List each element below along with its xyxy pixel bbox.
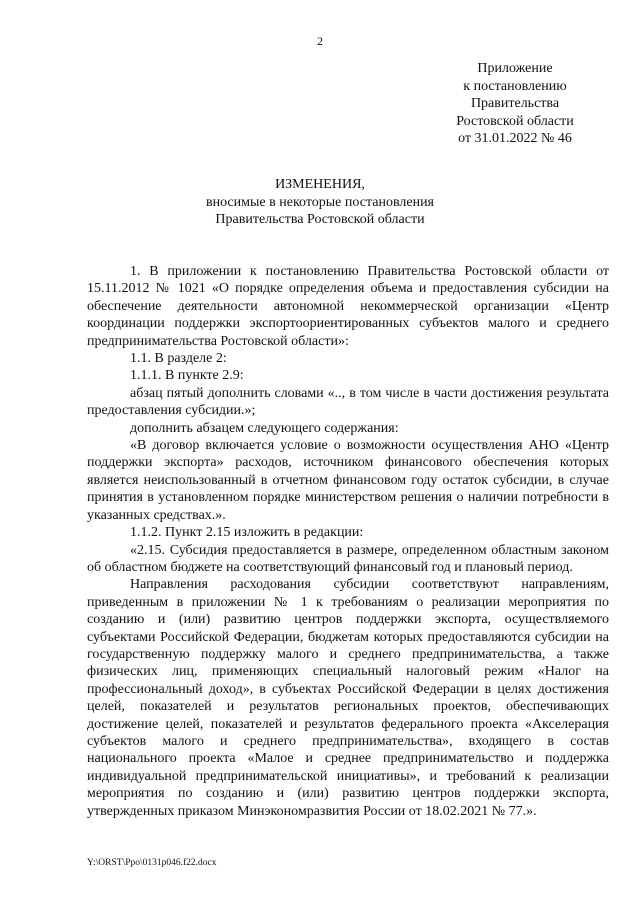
appendix-block — [430, 60, 600, 148]
paragraph: абзац пятый дополнить словами «.., в том числе в части достижения результата предоставления субсидии.»; — [87, 385, 609, 419]
page-number: 2 — [317, 34, 323, 48]
paragraph: «В договор включается условие о возможности осуществления АНО «Центр поддержки экспорта» расходов, источником финансового обеспечения которых является неиспользованный в отчетном финансовом году остаток субсидии, в случае принятия в установленном порядке министерством решения о наличии потребности в указанных средствах.». — [87, 438, 609, 523]
file-path-footer: Y:\ORST\Ppo\0131p046.f22.docx — [87, 858, 217, 868]
appendix-line: Приложение — [477, 61, 553, 76]
document-title — [0, 176, 640, 229]
appendix-line: Правительства — [470, 96, 560, 111]
paragraph: 1.1.1. В пункте 2.9: — [130, 368, 244, 384]
appendix-line: Ростовской области — [456, 113, 574, 129]
paragraph: 1.1. В разделе 2: — [130, 351, 227, 367]
paragraph: дополнить абзацем следующего содержания: — [130, 420, 399, 436]
title-line: Правительства Ростовской области — [215, 212, 425, 227]
paragraph: Направления расходования субсидии соответствуют направлениям, приведенным в приложении № 1 к требованиям о реализации мероприятия по созданию и (или) развитию центров поддержки экспорта, осуществляемого субъектами Российской Федерации, бюджетам которых предоставляются субсидии на государственную поддержку малого и среднего предпринимательства, а также физических лиц, применяющих специальный налоговый режим «Налог на профессиональный доход», в субъектах Российской Федерации в целях достижения целей, показателей и результатов региональных проектов, обеспечивающих достижение целей, показателей и результатов федерального проекта «Акселерация субъектов малого и среднего предпринимательства», входящего в состав национального проекта «Малое и среднее предпринимательство и поддержка индивидуальной предпринимательской инициативы», и требований к реализации мероприятия по созданию и (или) развитию центров поддержки экспорта, утвержденных приказом Минэкономразвития России от 18.02.2021 № 77.». — [87, 577, 609, 819]
paragraph: «2.15. Субсидия предоставляется в размере, определенном областным законом об областном бюджете на соответствующий финансовый год и плановый период. — [87, 542, 609, 575]
title-heading: ИЗМЕНЕНИЯ, — [275, 177, 365, 192]
appendix-line: от 31.01.2022 № 46 — [458, 131, 572, 146]
document-body — [87, 263, 609, 820]
paragraph: 1.1.2. Пункт 2.15 изложить в редакции: — [130, 525, 364, 541]
title-line: вносимые в некоторые постановления — [205, 194, 434, 210]
appendix-line: к постановлению — [463, 78, 567, 94]
paragraph: 1. В приложении к постановлению Правительства Ростовской области от 15.11.2012 № 1021 «О порядке определения объема и предоставления субсидии на обеспечение деятельности автономной некоммерческой организации «Центр координации поддержки экспортоориентированных субъектов малого и среднего предпринимательства Ростовской области»: — [87, 264, 609, 349]
